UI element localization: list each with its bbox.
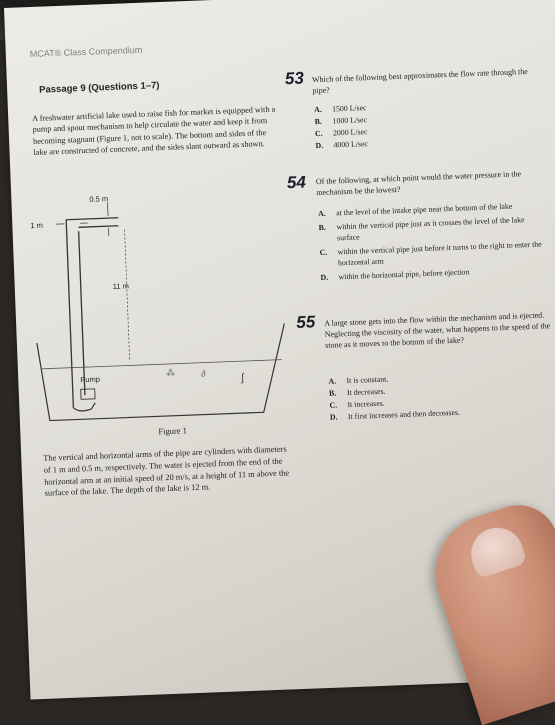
vertical-pipe-left bbox=[66, 220, 73, 408]
choice-54-a[interactable]: A. at the level of the intake pipe near the bottom of the lake bbox=[318, 199, 546, 219]
question-55-choices bbox=[328, 367, 550, 423]
question-number-54: 54 bbox=[287, 173, 307, 194]
question-53-choices bbox=[314, 96, 526, 152]
question-54-choices bbox=[318, 199, 549, 284]
vertical-pipe-right bbox=[79, 231, 85, 395]
choice-53-a[interactable]: A. 1500 L/sec bbox=[314, 96, 524, 115]
question-number-55: 55 bbox=[296, 312, 316, 333]
choice-55-c[interactable]: C. It increases. bbox=[329, 391, 549, 410]
horizontal-arm-top bbox=[66, 218, 118, 220]
choice-53-d[interactable]: D. 4000 L/sec bbox=[315, 132, 525, 151]
svg-text:⁂: ⁂ bbox=[166, 368, 175, 378]
label-05m: 0.5 m bbox=[89, 194, 108, 204]
figure-caption: Figure 1 bbox=[158, 425, 187, 436]
choice-55-d[interactable]: D. It first increases and then decreases. bbox=[330, 403, 550, 422]
lake-pump-diagram bbox=[29, 173, 301, 443]
lake-outline bbox=[36, 323, 287, 420]
pump-box bbox=[81, 389, 95, 400]
water-surface bbox=[42, 360, 282, 369]
svg-text:∂: ∂ bbox=[201, 369, 206, 379]
question-55-text: A large stone gets into the flow within the mechanism and is ejected. Neglecting the viscosity of the water, what happens to the speed of the stone as it moves to the bottom of the lake? bbox=[324, 309, 553, 351]
svg-text:ʃ: ʃ bbox=[240, 372, 245, 384]
label-pump: Pump bbox=[80, 375, 100, 385]
passage-title: Passage 9 (Questions 1–7) bbox=[39, 80, 160, 96]
passage-intro: A freshwater artificial lake used to raise fish for market is equipped with a pump and spout mechanism to help circulate the water and keep it from becoming stagnant (Figure 1, not to scale). The bottom and sides of the lake are constructed of concrete, and the sides slant outward as shown. bbox=[32, 104, 279, 159]
intake-pipe bbox=[73, 403, 95, 411]
page-header: MCAT® Class Compendium bbox=[30, 45, 143, 59]
question-number-53: 53 bbox=[285, 69, 305, 90]
choice-53-c[interactable]: C. 2000 L/sec bbox=[315, 120, 525, 139]
question-54-text: Of the following, at which point would the water pressure in the mechanism be the lowest? bbox=[316, 168, 542, 199]
horizontal-arm-bottom bbox=[78, 226, 118, 228]
choice-54-b[interactable]: B. within the vertical pipe just as it crosses the level of the lake surface bbox=[318, 213, 547, 244]
choice-55-b[interactable]: B. It decreases. bbox=[329, 379, 549, 398]
label-11m: 11 m bbox=[113, 281, 129, 291]
choice-54-d[interactable]: D. within the horizontal pipe, before ejection bbox=[320, 263, 548, 283]
figure-1 bbox=[29, 173, 301, 443]
choice-54-c[interactable]: C. within the vertical pipe just before it turns to the right to enter the horizontal arm bbox=[319, 238, 548, 269]
choice-53-b[interactable]: B. 1000 L/sec bbox=[314, 108, 524, 127]
question-53-text: Which of the following best approximates the flow rate through the pipe? bbox=[312, 66, 538, 97]
choice-55-a[interactable]: A. It is constant. bbox=[328, 367, 548, 386]
label-1m: 1 m bbox=[30, 221, 43, 230]
passage-details: The vertical and horizontal arms of the pipe are cylinders with diameters of 1 m and 0.5 m, respectively. The water is ejected from the end of the horizontal arm at an initial speed of 20 m/s, at a height of 11 m above the surface of the lake. The depth of the lake is 12 m. bbox=[43, 443, 297, 500]
